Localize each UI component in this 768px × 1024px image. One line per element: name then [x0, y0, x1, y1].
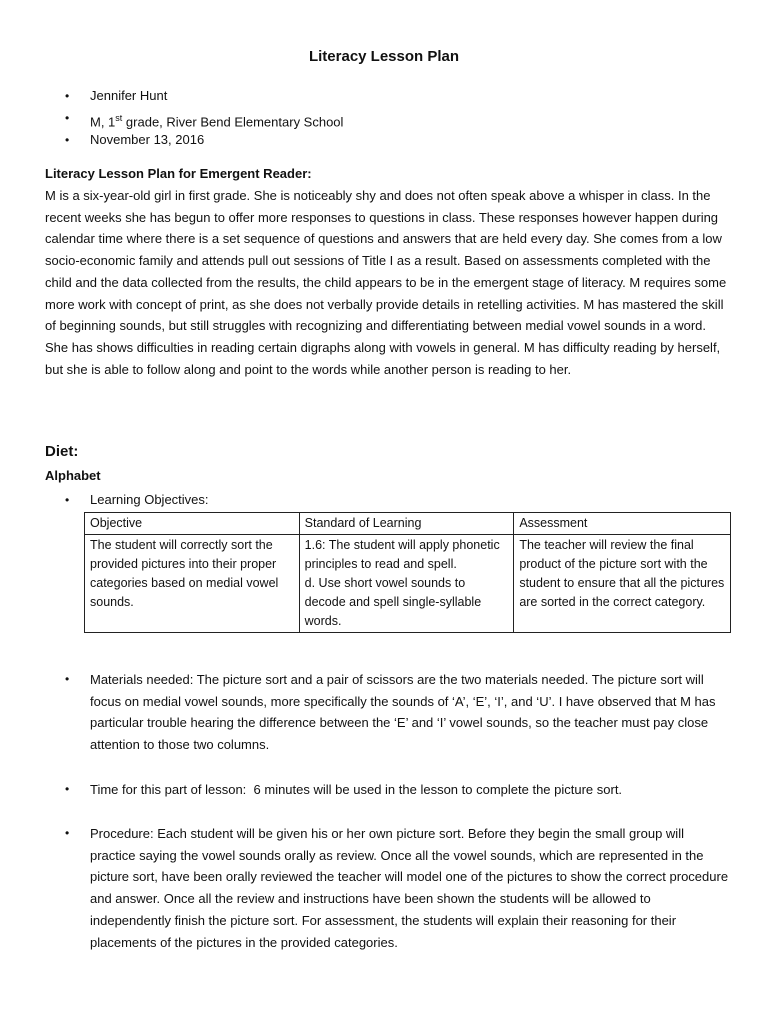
bullet-icon: •: [65, 111, 70, 125]
table-header-assessment: Assessment: [514, 513, 731, 535]
student-grade-school: grade, River Bend Elementary School: [122, 114, 344, 130]
bullet-icon: •: [65, 133, 70, 147]
header-info-list: [45, 86, 343, 152]
date-item: [45, 130, 343, 152]
student-grade-prefix: M, 1: [90, 114, 116, 130]
procedure-item: [45, 823, 731, 953]
bullet-icon: •: [65, 782, 70, 796]
student-item: [45, 108, 343, 130]
time-text: Time for this part of lesson: 6 minutes will be used in the lesson to complete the picture sort.: [90, 782, 623, 797]
objective-cell: The student will correctly sort the provided pictures into their proper categories based on medial vowel sounds.: [85, 535, 300, 633]
bullet-icon: •: [65, 672, 70, 686]
intro-paragraph: M is a six-year-old girl in first grade. She is noticeably shy and does not often speak above a whisper in class. In the recent weeks she has begun to offer more responses to questions in class. These responses however happen during calendar time where there is a set sequence of questions and answers that are held every day. She comes from a low socio-economic family and attends pull out sessions of Title I as a result. Based on assessments completed with the child and the data collected from the results, the child appears to be in the emergent stage of literacy. M requires some more work with concept of print, as she does not verbally provide details in retelling activities. M has mastered the skill of beginning sounds, but still struggles with recognizing and differentiating between medial vowel sounds in a word. She has shows difficulties in reading certain digraphs along with vowels in general. M has difficulty reading by herself, but she is able to follow along and point to the words while another person is reading to her.: [45, 188, 727, 377]
bullet-icon: •: [65, 89, 70, 103]
standard-text-line1: 1.6: The student will apply phonetic principles to read and spell.: [304, 538, 500, 571]
standard-cell: [299, 535, 514, 633]
ordinal-suffix: st: [115, 113, 123, 123]
diet-heading: Diet:: [45, 443, 79, 460]
time-item: [45, 779, 731, 801]
objectives-table: [84, 512, 731, 633]
learning-objectives-item: [45, 490, 209, 510]
standard-text-line2: d. Use short vowel sounds to decode and spell single-syllable words.: [304, 576, 482, 628]
assessment-cell: The teacher will review the final product of the picture sort with the student to ensure that all the pictures are sorted in the correct category.: [514, 535, 731, 633]
lesson-date: November 13, 2016: [90, 132, 205, 147]
intro-heading: Literacy Lesson Plan for Emergent Reader:: [45, 166, 312, 181]
page-title: Literacy Lesson Plan: [308, 48, 460, 65]
materials-item: [45, 669, 731, 756]
learning-objectives-label: Learning Objectives:: [90, 492, 209, 507]
materials-text: Materials needed: The picture sort and a pair of scissors are the two materials needed. The picture sort will focus on medial vowel sounds, more specifically the sounds of ‘A’, ‘E’, ‘I’, and ‘U’. I have observed that M has particular trouble hearing the difference between the ‘E’ and ‘I’ vowel sounds, so the teacher must pay close attention to those two columns.: [90, 672, 716, 753]
procedure-text: Procedure: Each student will be given his or her own picture sort. Before they begin the small group will practice saying the vowel sounds orally as review. Once all the vowel sounds, which are represented in the picture sort, have been orally reviewed the teacher will model one of the pictures to show the correct procedure and answer. Once all the review and instructions have been shown the students will be allowed to independently finish the picture sort. For assessment, the students will explain their reasoning for their placements of the pictures in the provided categories.: [90, 826, 729, 950]
alphabet-heading: Alphabet: [45, 468, 101, 483]
author-name: Jennifer Hunt: [90, 88, 168, 103]
bullet-icon: •: [65, 493, 70, 507]
author-item: [45, 86, 343, 108]
table-row: [85, 535, 731, 633]
bullet-icon: •: [65, 826, 70, 840]
table-header-row: [85, 513, 731, 535]
table-header-objective: Objective: [85, 513, 300, 535]
table-header-standard: Standard of Learning: [299, 513, 514, 535]
